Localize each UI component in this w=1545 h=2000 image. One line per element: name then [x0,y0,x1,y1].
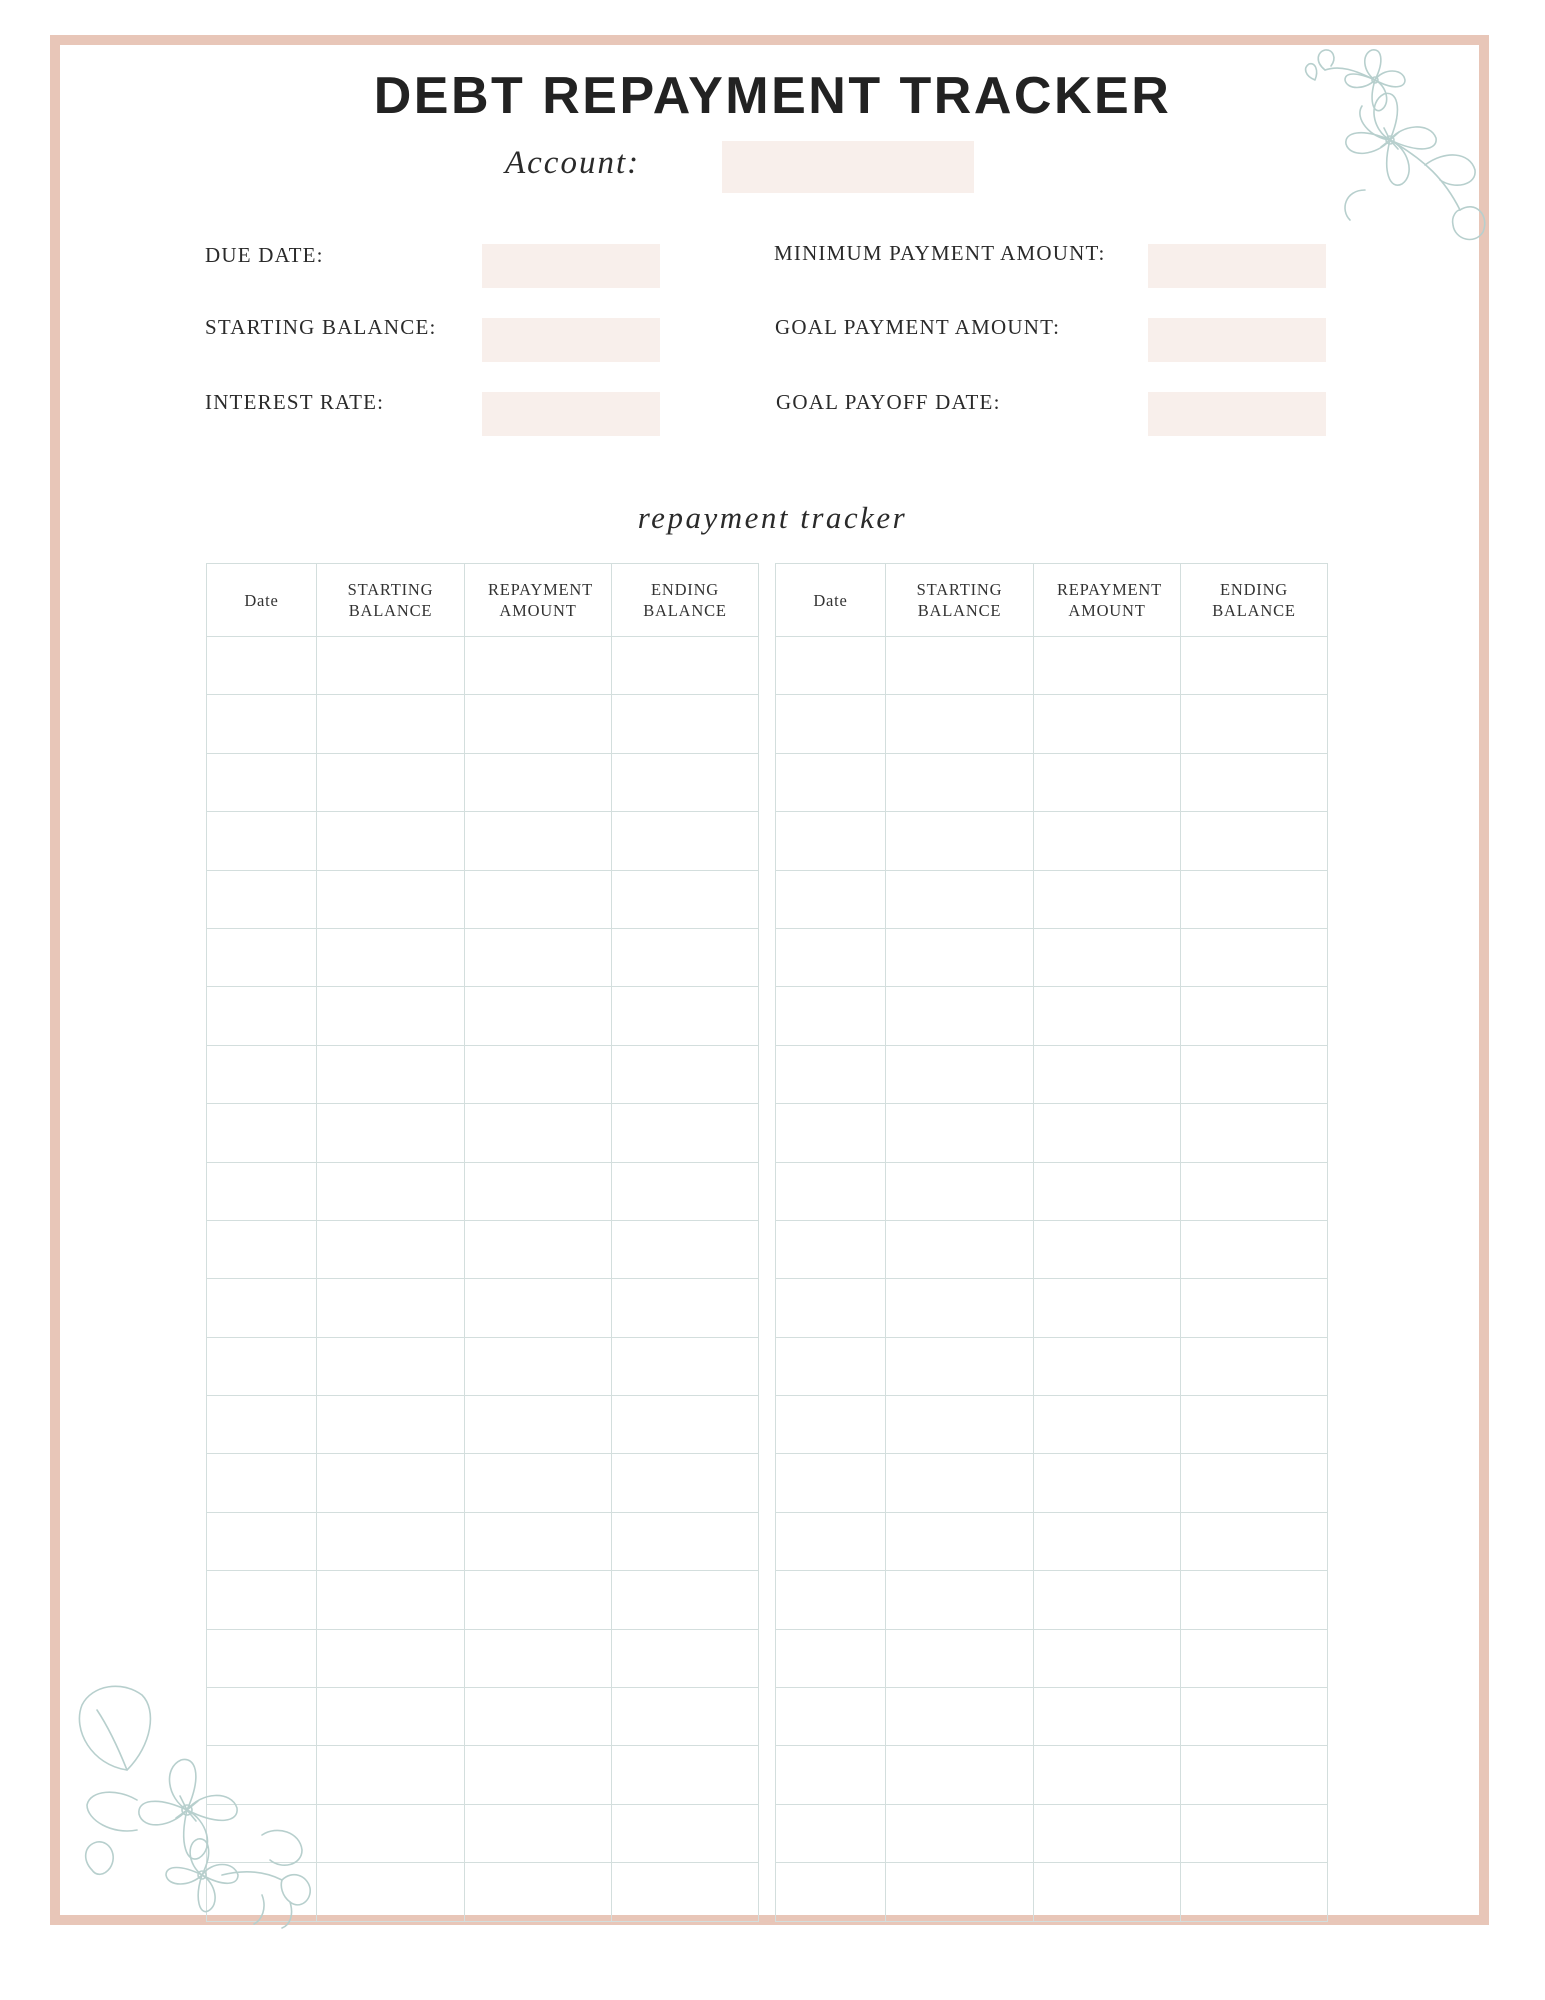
column-header-ending-balance: ENDING BALANCE [1181,564,1328,637]
table-cell[interactable] [1034,870,1181,928]
table-cell[interactable] [776,637,886,695]
table-cell[interactable] [207,1045,317,1103]
table-row [207,1104,759,1162]
table-cell[interactable] [465,695,612,753]
table-row [776,1279,1328,1337]
table-cell[interactable] [207,1396,317,1454]
table-cell[interactable] [465,1396,612,1454]
table-row [207,695,759,753]
table-row [776,637,1328,695]
table-cell[interactable] [612,1746,759,1804]
table-cell[interactable] [612,1804,759,1862]
table-cell[interactable] [776,1337,886,1395]
table-cell[interactable] [207,928,317,986]
table-cell[interactable] [776,1104,886,1162]
table-cell[interactable] [1181,1337,1328,1395]
table-cell[interactable] [886,1279,1034,1337]
table-cell[interactable] [465,753,612,811]
table-row [207,1396,759,1454]
table-cell[interactable] [207,1337,317,1395]
table-cell[interactable] [465,1162,612,1220]
table-cell[interactable] [776,1804,886,1862]
table-cell[interactable] [1181,1512,1328,1570]
table-cell[interactable] [317,695,465,753]
table-cell[interactable] [317,1396,465,1454]
table-cell[interactable] [776,1688,886,1746]
table-cell[interactable] [1181,753,1328,811]
table-cell[interactable] [1181,1571,1328,1629]
table-cell[interactable] [1181,812,1328,870]
table-cell[interactable] [465,1629,612,1687]
table-row [207,1454,759,1512]
table-cell[interactable] [776,812,886,870]
table-cell[interactable] [612,1688,759,1746]
table-cell[interactable] [465,1220,612,1278]
column-header-date: Date [776,564,886,637]
table-cell[interactable] [776,1220,886,1278]
account-label: Account: [505,145,641,181]
table-cell[interactable] [612,1454,759,1512]
table-cell[interactable] [612,987,759,1045]
table-cell[interactable] [886,1396,1034,1454]
table-cell[interactable] [1181,1863,1328,1921]
table-row [776,753,1328,811]
table-row [776,1746,1328,1804]
table-cell[interactable] [886,987,1034,1045]
table-cell[interactable] [1034,1279,1181,1337]
table-cell[interactable] [1181,928,1328,986]
table-cell[interactable] [465,1746,612,1804]
column-header-ending-balance: ENDING BALANCE [612,564,759,637]
table-cell[interactable] [1034,1337,1181,1395]
table-cell[interactable] [776,870,886,928]
table-cell[interactable] [1034,1512,1181,1570]
floral-corner-bottom-left-icon [62,1670,332,1930]
table-cell[interactable] [465,987,612,1045]
column-header-repayment-amount: REPAYMENT AMOUNT [1034,564,1181,637]
table-row [776,1863,1328,1921]
table-cell[interactable] [317,1571,465,1629]
table-cell[interactable] [886,1863,1034,1921]
table-header-row [776,564,1328,637]
table-cell[interactable] [465,870,612,928]
table-cell[interactable] [1034,695,1181,753]
table-cell[interactable] [886,812,1034,870]
minimum-payment-label: MINIMUM PAYMENT AMOUNT: [774,241,1106,265]
table-row [776,1162,1328,1220]
table-cell[interactable] [612,1045,759,1103]
table-cell[interactable] [1181,1746,1328,1804]
table-cell[interactable] [886,1162,1034,1220]
table-cell[interactable] [317,1279,465,1337]
column-header-starting-balance: STARTING BALANCE [317,564,465,637]
table-cell[interactable] [612,637,759,695]
table-cell[interactable] [465,1279,612,1337]
table-cell[interactable] [1034,1688,1181,1746]
section-title: repayment tracker [637,500,908,535]
table-cell[interactable] [1034,1804,1181,1862]
table-cell[interactable] [776,1863,886,1921]
table-cell[interactable] [612,753,759,811]
table-cell[interactable] [886,1629,1034,1687]
table-cell[interactable] [776,928,886,986]
table-row [207,1279,759,1337]
table-cell[interactable] [207,695,317,753]
table-cell[interactable] [1181,870,1328,928]
table-cell[interactable] [612,928,759,986]
table-cell[interactable] [1034,1863,1181,1921]
table-cell[interactable] [1034,753,1181,811]
table-cell[interactable] [886,1571,1034,1629]
table-row [776,1396,1328,1454]
table-cell[interactable] [317,1688,465,1746]
table-cell[interactable] [612,1220,759,1278]
table-cell[interactable] [1181,1104,1328,1162]
starting-balance-label: STARTING BALANCE: [205,315,437,339]
table-row [776,695,1328,753]
table-cell[interactable] [886,1454,1034,1512]
table-cell[interactable] [207,637,317,695]
table-cell[interactable] [776,1162,886,1220]
table-cell[interactable] [1034,1045,1181,1103]
table-cell[interactable] [207,1279,317,1337]
table-cell[interactable] [886,1688,1034,1746]
table-row [776,1688,1328,1746]
column-header-starting-balance: STARTING BALANCE [886,564,1034,637]
table-cell[interactable] [1034,1746,1181,1804]
table-cell[interactable] [776,1629,886,1687]
column-header-date: Date [207,564,317,637]
table-cell[interactable] [317,1045,465,1103]
table-cell[interactable] [886,870,1034,928]
table-row [207,1571,759,1629]
table-row [207,753,759,811]
table-cell[interactable] [1181,1454,1328,1512]
table-row [776,1104,1328,1162]
table-row [207,870,759,928]
table-cell[interactable] [207,1512,317,1570]
table-cell[interactable] [612,1162,759,1220]
table-cell[interactable] [886,695,1034,753]
table-cell[interactable] [612,1571,759,1629]
table-cell[interactable] [465,812,612,870]
table-cell[interactable] [1181,1162,1328,1220]
table-cell[interactable] [465,1688,612,1746]
table-row [207,1337,759,1395]
table-cell[interactable] [317,1337,465,1395]
starting-balance-input[interactable] [482,318,660,362]
table-cell[interactable] [886,1045,1034,1103]
table-cell[interactable] [465,1571,612,1629]
table-cell[interactable] [612,1104,759,1162]
table-cell[interactable] [612,695,759,753]
table-row [776,928,1328,986]
table-row [776,1571,1328,1629]
table-cell[interactable] [1181,1220,1328,1278]
table-row [776,1337,1328,1395]
table-cell[interactable] [317,1629,465,1687]
table-cell[interactable] [612,1512,759,1570]
page-title: DEBT REPAYMENT TRACKER [373,67,1172,125]
table-row [776,1454,1328,1512]
table-cell[interactable] [465,1863,612,1921]
table-cell[interactable] [886,1337,1034,1395]
table-cell[interactable] [317,637,465,695]
table-cell[interactable] [1181,1688,1328,1746]
table-row [776,870,1328,928]
table-cell[interactable] [612,1279,759,1337]
table-row [776,987,1328,1045]
table-cell[interactable] [886,1220,1034,1278]
table-cell[interactable] [465,1454,612,1512]
goal-payment-input[interactable] [1148,318,1326,362]
table-cell[interactable] [207,1571,317,1629]
table-cell[interactable] [612,812,759,870]
table-cell[interactable] [317,1104,465,1162]
table-cell[interactable] [886,1512,1034,1570]
table-cell[interactable] [1181,695,1328,753]
floral-corner-top-right-icon [1285,40,1495,260]
table-cell[interactable] [1034,987,1181,1045]
table-cell[interactable] [317,1512,465,1570]
table-cell[interactable] [776,1396,886,1454]
table-row [207,928,759,986]
table-cell[interactable] [1181,637,1328,695]
table-cell[interactable] [317,1454,465,1512]
table-cell[interactable] [886,1104,1034,1162]
table-cell[interactable] [1034,637,1181,695]
table-cell[interactable] [886,637,1034,695]
table-cell[interactable] [1181,987,1328,1045]
table-cell[interactable] [1034,1454,1181,1512]
table-cell[interactable] [1181,1279,1328,1337]
table-cell[interactable] [776,753,886,811]
table-cell[interactable] [465,1337,612,1395]
table-row [207,1045,759,1103]
table-cell[interactable] [317,928,465,986]
table-row [207,1512,759,1570]
table-cell[interactable] [465,928,612,986]
table-row [207,812,759,870]
table-cell[interactable] [1034,928,1181,986]
table-cell[interactable] [317,870,465,928]
table-cell[interactable] [207,870,317,928]
table-cell[interactable] [1034,1220,1181,1278]
table-cell[interactable] [776,1746,886,1804]
table-cell[interactable] [207,1104,317,1162]
table-cell[interactable] [207,1220,317,1278]
table-cell[interactable] [1034,1162,1181,1220]
due-date-label: DUE DATE: [205,243,324,267]
table-cell[interactable] [465,1804,612,1862]
table-cell[interactable] [776,1454,886,1512]
table-row [776,1512,1328,1570]
goal-payoff-date-label: GOAL PAYOFF DATE: [776,390,1001,414]
table-cell[interactable] [612,1863,759,1921]
table-cell[interactable] [317,1162,465,1220]
table-row [776,812,1328,870]
table-cell[interactable] [317,812,465,870]
table-cell[interactable] [207,1162,317,1220]
table-cell[interactable] [465,1104,612,1162]
table-cell[interactable] [207,753,317,811]
interest-rate-label: INTEREST RATE: [205,390,385,414]
table-cell[interactable] [886,753,1034,811]
table-cell[interactable] [207,1454,317,1512]
table-row [776,1045,1328,1103]
table-cell[interactable] [317,987,465,1045]
table-cell[interactable] [1034,812,1181,870]
table-header-row [207,564,759,637]
goal-payment-label: GOAL PAYMENT AMOUNT: [775,315,1061,339]
table-cell[interactable] [465,1512,612,1570]
table-row [776,1629,1328,1687]
table-cell[interactable] [207,987,317,1045]
table-cell[interactable] [207,812,317,870]
table-cell[interactable] [1181,1804,1328,1862]
table-cell[interactable] [1181,1396,1328,1454]
table-cell[interactable] [1034,1104,1181,1162]
table-cell[interactable] [1034,1571,1181,1629]
table-cell[interactable] [776,695,886,753]
table-cell[interactable] [465,1045,612,1103]
table-cell[interactable] [886,1746,1034,1804]
table-cell[interactable] [317,753,465,811]
table-cell[interactable] [886,1804,1034,1862]
table-cell[interactable] [612,1629,759,1687]
table-row [207,637,759,695]
interest-rate-input[interactable] [482,392,660,436]
table-cell[interactable] [886,928,1034,986]
table-cell[interactable] [776,987,886,1045]
table-cell[interactable] [776,1571,886,1629]
table-row [776,1220,1328,1278]
table-cell[interactable] [612,1337,759,1395]
table-row [776,1804,1328,1862]
goal-payoff-date-input[interactable] [1148,392,1326,436]
column-header-repayment-amount: REPAYMENT AMOUNT [465,564,612,637]
table-cell[interactable] [776,1512,886,1570]
table-row [207,1220,759,1278]
table-cell[interactable] [317,1220,465,1278]
table-cell[interactable] [776,1279,886,1337]
tracker-table-right [775,563,1328,1922]
account-input[interactable] [722,141,974,193]
table-cell[interactable] [1181,1629,1328,1687]
due-date-input[interactable] [482,244,660,288]
table-cell[interactable] [465,637,612,695]
table-cell[interactable] [1181,1045,1328,1103]
table-cell[interactable] [612,1396,759,1454]
table-row [207,1162,759,1220]
table-cell[interactable] [317,1863,465,1921]
table-cell[interactable] [1034,1629,1181,1687]
table-cell[interactable] [776,1045,886,1103]
table-row [207,987,759,1045]
table-cell[interactable] [317,1804,465,1862]
table-cell[interactable] [612,870,759,928]
table-cell[interactable] [1034,1396,1181,1454]
table-cell[interactable] [317,1746,465,1804]
